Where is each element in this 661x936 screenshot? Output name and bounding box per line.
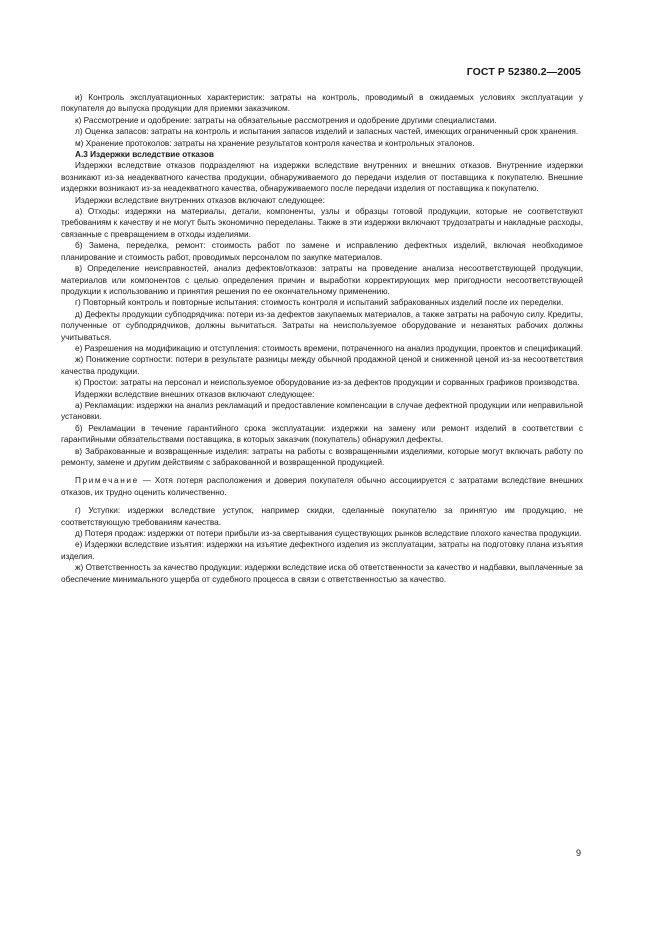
paragraph-internal-lead: Издержки вследствие внутренних отказов включают следующее: [75,195,325,205]
paragraph-internal-e: е) Разрешения на модификацию и отступления: стоимость времени, потраченного на анализ продукции, проектов и спецификаций. [75,343,583,353]
paragraph-internal-v: в) Определение неисправностей, анализ дефектов/отказов: затраты на проведение анализа несоответствующей продукции, материалов или компонентов с целью определения причин и выработки корректирующих мер пригодности несоответствующей продукции к использованию и принятия решения по ее окончательному применению. [61,264,583,296]
paragraph-external-v: в) Забракованные и возвращенные изделия: затраты на работы с возвращенными изделиями, которые могут включать работу по ремонту, замене и другим действиям с забракованной и возвращенной продукцией. [61,446,583,467]
note-paragraph [61,475,583,498]
paragraph-external-a: а) Рекламации: издержки на анализ рекламаций и предоставление компенсации в случае дефектной продукции или неправильной установки. [61,400,583,422]
paragraph-item-k: к) Рассмотрение и одобрение: затраты на обязательные рассмотрения и одобрение другими специалистами. [75,115,497,125]
document-body [61,92,583,585]
paragraph-external-b: б) Рекламации в течение гарантийного срока эксплуатации: издержки на замену или ремонт изделий в соответствии с гарантийными обязательствами поставщика, в которых заказчик (покупатель) обнаружил дефекты. [61,423,583,445]
note-text: — Хотя потеря расположения и доверия покупателя обычно ассоциируется с затратами вследствие внешних отказов, их трудно оценить количественно. [61,476,583,497]
paragraph-external-g: г) Уступки: издержки вследствие уступок, например скидки, сделанные покупателю за принятую им продукцию, не соответствующую требованиям качества. [61,506,583,527]
paragraph-internal-d: д) Дефекты продукции субподрядчика: потери из-за дефектов закупаемых материалов, а также затраты на рабочую силу. Кредиты, полученные от субподрядчиков, должны вычитаться. Затраты на неиспользуемое оборудование и незанятых рабочих должны учитываться. [61,309,583,342]
paragraph-internal-a: а) Отходы: издержки на материалы, детали, компоненты, узлы и образцы готовой продукции, которые не соответствуют требованиям к качеству и не могут быть экономично переделаны. Также в эти издержки включают трудозатраты и накладные расходы, связанные с превращением в отходы изделиями. [61,207,583,239]
section-heading: А.3 Издержки вследствие отказов [75,150,214,160]
page-number: 9 [575,848,581,858]
paragraph-item-i: и) Контроль эксплуатационных характеристик: затраты на контроль, проводимый в ожидаемых условиях эксплуатации у покупателя до выпуска продукции для приемки заказчиком. [61,93,583,114]
paragraph-external-zh: ж) Ответственность за качество продукции: издержки вследствие иска об ответственности за качество и надбавки, выплаченные за обеспечение минимального ущерба от судебного процесса в связи с ответственностью за качество. [61,563,583,584]
paragraph-item-m: м) Хранение протоколов: затраты на хранение результатов контроля качества и контрольных эталонов. [75,138,475,148]
note-label: Примечание [75,476,139,486]
paragraph-internal-zh: ж) Понижение сортности: потери в результате разницы между обычной продажной ценой и сниженной ценой из-за несоответствия качества продукции. [61,355,583,376]
paragraph-external-d: д) Потеря продаж: издержки от потери прибыли из-за свертывания существующих рынков вследствие плохого качества продукции. [75,529,582,539]
paragraph-internal-b: б) Замена, переделка, ремонт: стоимость работ по замене и исправлению дефектных изделий, включая необходимое планирование и стоимость работ, проводимых персоналом по закупке материалов. [61,241,583,262]
paragraph-internal-g: г) Повторный контроль и повторные испытания: стоимость контроля и испытаний забракованных изделий после их переделки. [75,298,564,308]
paragraph-intro: Издержки вследствие отказов подразделяют на издержки вследствие внутренних и внешних отказов. Внутренние издержки возникают из-за неадекватного качества продукции, обнаруживаемого до передачи изделия от поставщика к покупателю. Внешние издержки возникают из-за неадекватного качества, обнаруживаемого после передачи изделия от поставщика к покупателю. [61,161,583,194]
paragraph-external-lead: Издержки вследствие внешних отказов включают следующее: [75,389,315,399]
document-id-header: ГОСТ Р 52380.2—2005 [466,66,581,78]
paragraph-external-e: е) Издержки вследствие изъятия: издержки на изъятие дефектного изделия из эксплуатации, затраты на подготовку плана изъятия изделия. [61,540,583,561]
paragraph-internal-k: к) Простои: затраты на персонал и неиспользуемое оборудование из-за дефектов продукции и сорванных графиков производства. [75,378,580,388]
paragraph-item-l: л) Оценка запасов: затраты на контроль и испытания запасов изделий и запасных частей, имеющих ограниченный срок хранения. [75,127,579,137]
